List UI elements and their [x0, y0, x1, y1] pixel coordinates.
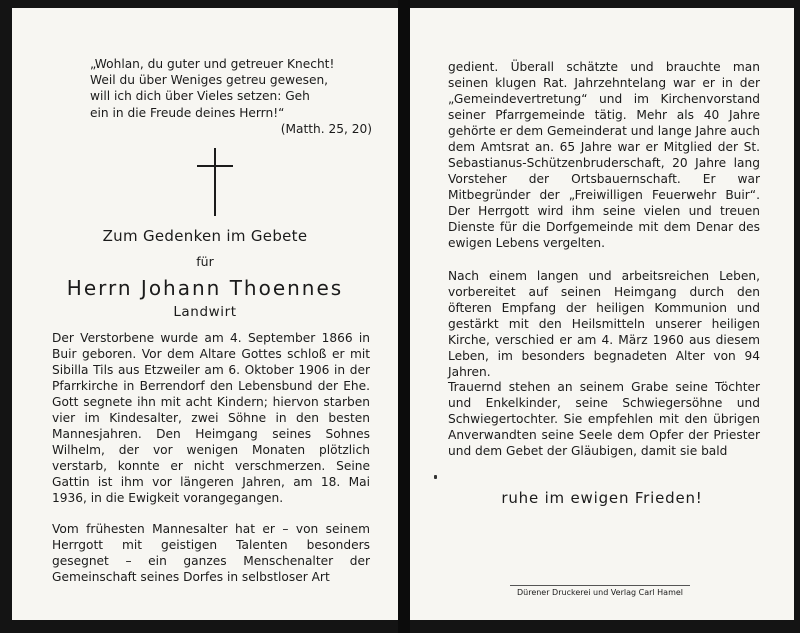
card-fold — [398, 0, 410, 633]
quote-line: ein in die Freude deines Herrn!“ — [90, 105, 285, 120]
rest-in-peace-text: ruhe im ewigen Frieden! — [501, 489, 703, 507]
biography-paragraph: gedient. Überall schätzte und brauchte man seinen klugen Rat. Jahrzehntelang war er in der „Gemeindevertretung“ und im Kirchenvorstand seiner Pfarrgemeinde tätig. Mehr als 40 Jahre gehörte er dem Gemeinderat und lange Jahre auch dem Amtsrat an. 65 Jahre war er Mitglied der St. Sebastianus-Schützenbruderschaft, 20 Jahre lang Vorsteher der Ortsbauernschaft. Er war Mitbegründer der „Freiwilligen Feuerwehr Buir“. Der Herrgott wird ihm seine vielen und treuen Dienste für die Dorfgemeinde mit dem Denar des ewigen Lebens vergelten. — [448, 60, 760, 250]
occupation: Landwirt — [173, 304, 237, 320]
deceased-name: Herrn Johann Thoennes — [66, 276, 344, 300]
bible-quote — [90, 56, 372, 137]
printer-credit: Dürener Druckerei und Verlag Carl Hamel — [510, 585, 690, 597]
quote-source: (Matth. 25, 20) — [280, 121, 372, 136]
for-label: für — [196, 254, 214, 269]
ink-mark — [434, 475, 437, 479]
biography-paragraph: Der Verstorbene wurde am 4. September 1866 in Buir geboren. Vor dem Altare Gottes schloß er mit Sibilla Tils aus Etzweiler am 6. Oktober 1906 in der Pfarrkirche in Berrendorf den Lebensbund der Ehe. Gott segnete ihn mit acht Kindern; hiervon starben vier im Kindesalter, zwei Söhne in den besten Mannesjahren. Den Heimgang seines Sohnes Wilhelm, der vor wenigen Monaten plötzlich verstarb, konnte er nicht verschmerzen. Seine Gattin ist ihm vor längeren Jahren, am 18. Mai 1936, in die Ewigkeit vorangegangen. — [52, 331, 370, 505]
mourners-paragraph: Trauernd stehen an seinem Grabe seine Töchter und Enkelkinder, seine Schwiegersöhne und Schwiegertochter. Sie empfehlen mit den übrigen Anverwandten seine Seele dem Opfer der Priester und dem Gebet der Gläubigen, damit sie bald — [448, 380, 760, 458]
latin-cross-icon — [195, 148, 235, 216]
memorial-heading: Zum Gedenken im Gebete — [102, 227, 308, 245]
quote-line: will ich dich über Vieles setzen: Geh — [90, 89, 310, 104]
left-page — [12, 8, 398, 620]
quote-line: Weil du über Weniges getreu gewesen, — [90, 73, 329, 88]
quote-line: „Wohlan, du guter und getreuer Knecht! — [90, 57, 335, 71]
death-paragraph: Nach einem langen und arbeitsreichen Leben, vorbereitet auf seinen Heimgang durch den öfteren Empfang der heiligen Kommunion und gestärkt mit den Heilsmitteln unserer heiligen Kirche, verschied er am 4. März 1960 aus diesem Leben, im besonders begnadeten Alter von 94 Jahren. — [448, 269, 760, 379]
biography-paragraph: Vom frühesten Mannesalter hat er – von seinem Herrgott mit geistigen Talenten besonders gesegnet – ein ganzes Menschenalter der Gemeinschaft seines Dorfes in selbstloser Art — [52, 522, 370, 584]
right-page — [410, 8, 794, 620]
